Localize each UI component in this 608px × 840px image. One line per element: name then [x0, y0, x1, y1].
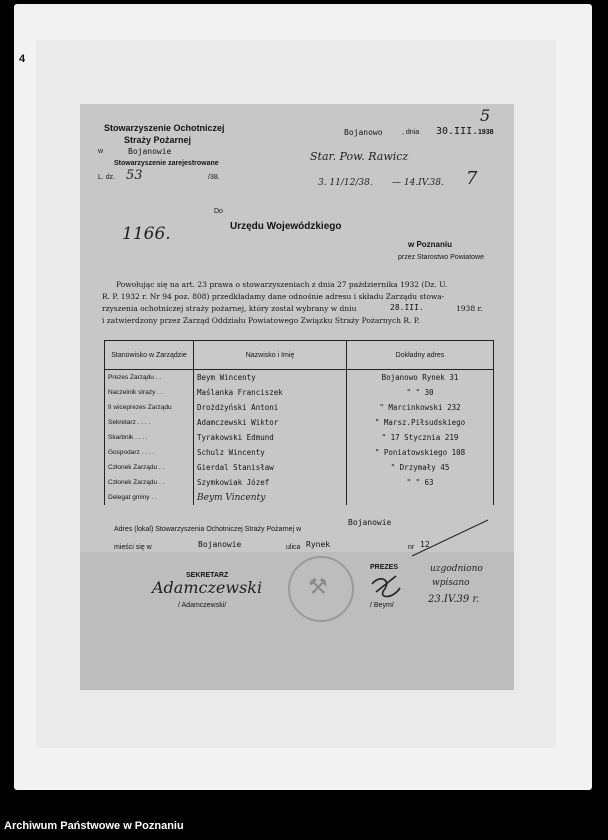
role-cell: Delegat gminy . . — [105, 490, 194, 505]
president-name: / Beym/ — [370, 602, 394, 609]
name-cell: Tyrakowski Edmund — [194, 430, 347, 445]
president-title: PREZES — [370, 564, 399, 571]
place: Bojanowo — [344, 128, 383, 137]
secretary-name: / Adamczewski/ — [178, 602, 227, 609]
document-sheet — [80, 104, 514, 690]
crossing-line — [410, 518, 490, 558]
address-cell: " " 30 — [347, 385, 494, 400]
header-position: Stanowisko w Zarządzie — [105, 341, 194, 370]
name-cell: Beym Wincenty — [194, 370, 347, 386]
table-row — [105, 430, 494, 445]
role-cell: Skarbnik . . . . — [105, 430, 194, 445]
mieści-label: mieści się w — [114, 544, 152, 551]
body-line3-prefix: rzyszenia ochotniczej straży pożarnej, który został wybrany w dniu — [102, 304, 357, 313]
handwritten-line3: — 14.IV.38. — [392, 178, 444, 188]
address-cell: " 17 Stycznia 219 — [347, 430, 494, 445]
address-cell: " " 63 — [347, 475, 494, 490]
name-cell: Schulz Wincenty — [194, 445, 347, 460]
role-cell: Naczelnik straży . . — [105, 385, 194, 400]
role-cell: Gospodarz . . . . — [105, 445, 194, 460]
year: 1938 — [478, 129, 494, 136]
table-row — [105, 475, 494, 490]
role-cell: Sekretarz . . . . — [105, 415, 194, 430]
archive-name: Archiwum Państwowe w Poznaniu — [4, 820, 184, 832]
address-street: Rynek — [306, 540, 331, 549]
number-1166: 1166. — [122, 224, 171, 244]
table-row — [105, 445, 494, 460]
address-town: Bojanowie — [198, 540, 242, 549]
corner-number: 4 — [19, 53, 26, 65]
body-line3-suffix: 1938 r. — [456, 304, 483, 313]
role-cell: Członek Zarządu . . — [105, 475, 194, 490]
address-cell: " Poniatowskiego 108 — [347, 445, 494, 460]
table-row — [105, 400, 494, 415]
name-cell: Gierdal Stanisław — [194, 460, 347, 475]
role-cell: Prezes Zarządu . . — [105, 370, 194, 386]
address-line1-label: Adres (lokal) Stowarzyszenia Ochotniczej Straży Pożarnej w — [114, 526, 302, 533]
secretary-title: SEKRETARZ — [186, 572, 229, 579]
archive-footer — [0, 814, 608, 840]
body-line4: i zatwierdzony przez Zarząd Oddziału Powiatowego Związku Straży Pożarnych R. P. — [102, 316, 420, 325]
table-row — [105, 415, 494, 430]
board-members-table — [104, 340, 494, 505]
body-line3-date: 28.III. — [390, 303, 424, 312]
org-name-line2: Straży Pożarnej — [124, 135, 192, 145]
date-value: 30.III. — [436, 126, 479, 137]
table-row — [105, 460, 494, 475]
seal-emblem-icon: ⚒ — [308, 574, 328, 599]
handwritten-mark: 7 — [466, 168, 478, 189]
header-address: Dokładny adres — [347, 341, 494, 370]
do-label: Do — [214, 208, 223, 215]
office-location: w Poznaniu — [408, 240, 452, 249]
table-row — [105, 385, 494, 400]
page-number: 5 — [480, 106, 491, 125]
address-cell — [347, 490, 494, 505]
date-label: , dnia — [402, 129, 420, 136]
table-row — [105, 370, 494, 386]
registered-label: Stowarzyszenie zarejestrowane — [114, 160, 219, 167]
name-cell: Drożdżyński Antoni — [194, 400, 347, 415]
ref-year: /38. — [208, 174, 220, 181]
header-name: Nazwisko i Imię — [194, 341, 347, 370]
address-cell: Bojanowo Rynek 31 — [347, 370, 494, 386]
office-name: Urzędu Wojewódzkiego — [230, 221, 342, 232]
address-nr: 12 — [420, 540, 430, 549]
org-name-line1: Stowarzyszenie Ochotniczej — [104, 123, 225, 133]
ref-number: 53 — [126, 168, 143, 183]
org-seal-stamp — [288, 556, 354, 622]
role-cell: Członek Zarządu . . — [105, 460, 194, 475]
nr-label: nr — [408, 544, 415, 551]
body-line1: Powołując się na art. 23 prawa o stowarzyszeniach z dnia 27 października 1932 (Dz. U. — [116, 280, 448, 289]
note-line2: wpisano — [432, 578, 470, 588]
body-line2: R. P. 1932 r. Nr 94 poz. 808) przedkładamy dane odnośnie adresu i składu Zarządu stowa- — [102, 292, 445, 301]
w-label: w — [98, 148, 104, 155]
org-town: Bojanowie — [128, 147, 172, 156]
via-label: przez Starostwo Powiatowe — [398, 254, 484, 261]
name-cell: Beym Vincenty — [194, 490, 347, 505]
address-cell: " Drzymały 45 — [347, 460, 494, 475]
address-line1-value: Bojanowie — [348, 518, 392, 527]
name-cell: Adamczewski Wiktor — [194, 415, 347, 430]
handwritten-line1: Star. Pow. Rawicz — [310, 150, 409, 163]
note-line3: 23.IV.39 r. — [428, 594, 480, 605]
street-label: ulica — [286, 544, 301, 551]
address-cell: " Marcinkowski 232 — [347, 400, 494, 415]
address-cell: " Marsz.Piłsudskiego — [347, 415, 494, 430]
ref-label: L. dz. — [98, 174, 116, 181]
president-signature — [366, 570, 406, 606]
name-cell: Maślanka Franciszek — [194, 385, 347, 400]
handwritten-line2: 3. 11/12/38. — [318, 178, 373, 188]
note-line1: uzgodniono — [430, 564, 483, 574]
secretary-signature: Adamczewski — [152, 578, 263, 597]
name-cell: Szymkowiak Józef — [194, 475, 347, 490]
table-row — [105, 490, 494, 505]
role-cell: II wiceprezes Zarządu — [105, 400, 194, 415]
